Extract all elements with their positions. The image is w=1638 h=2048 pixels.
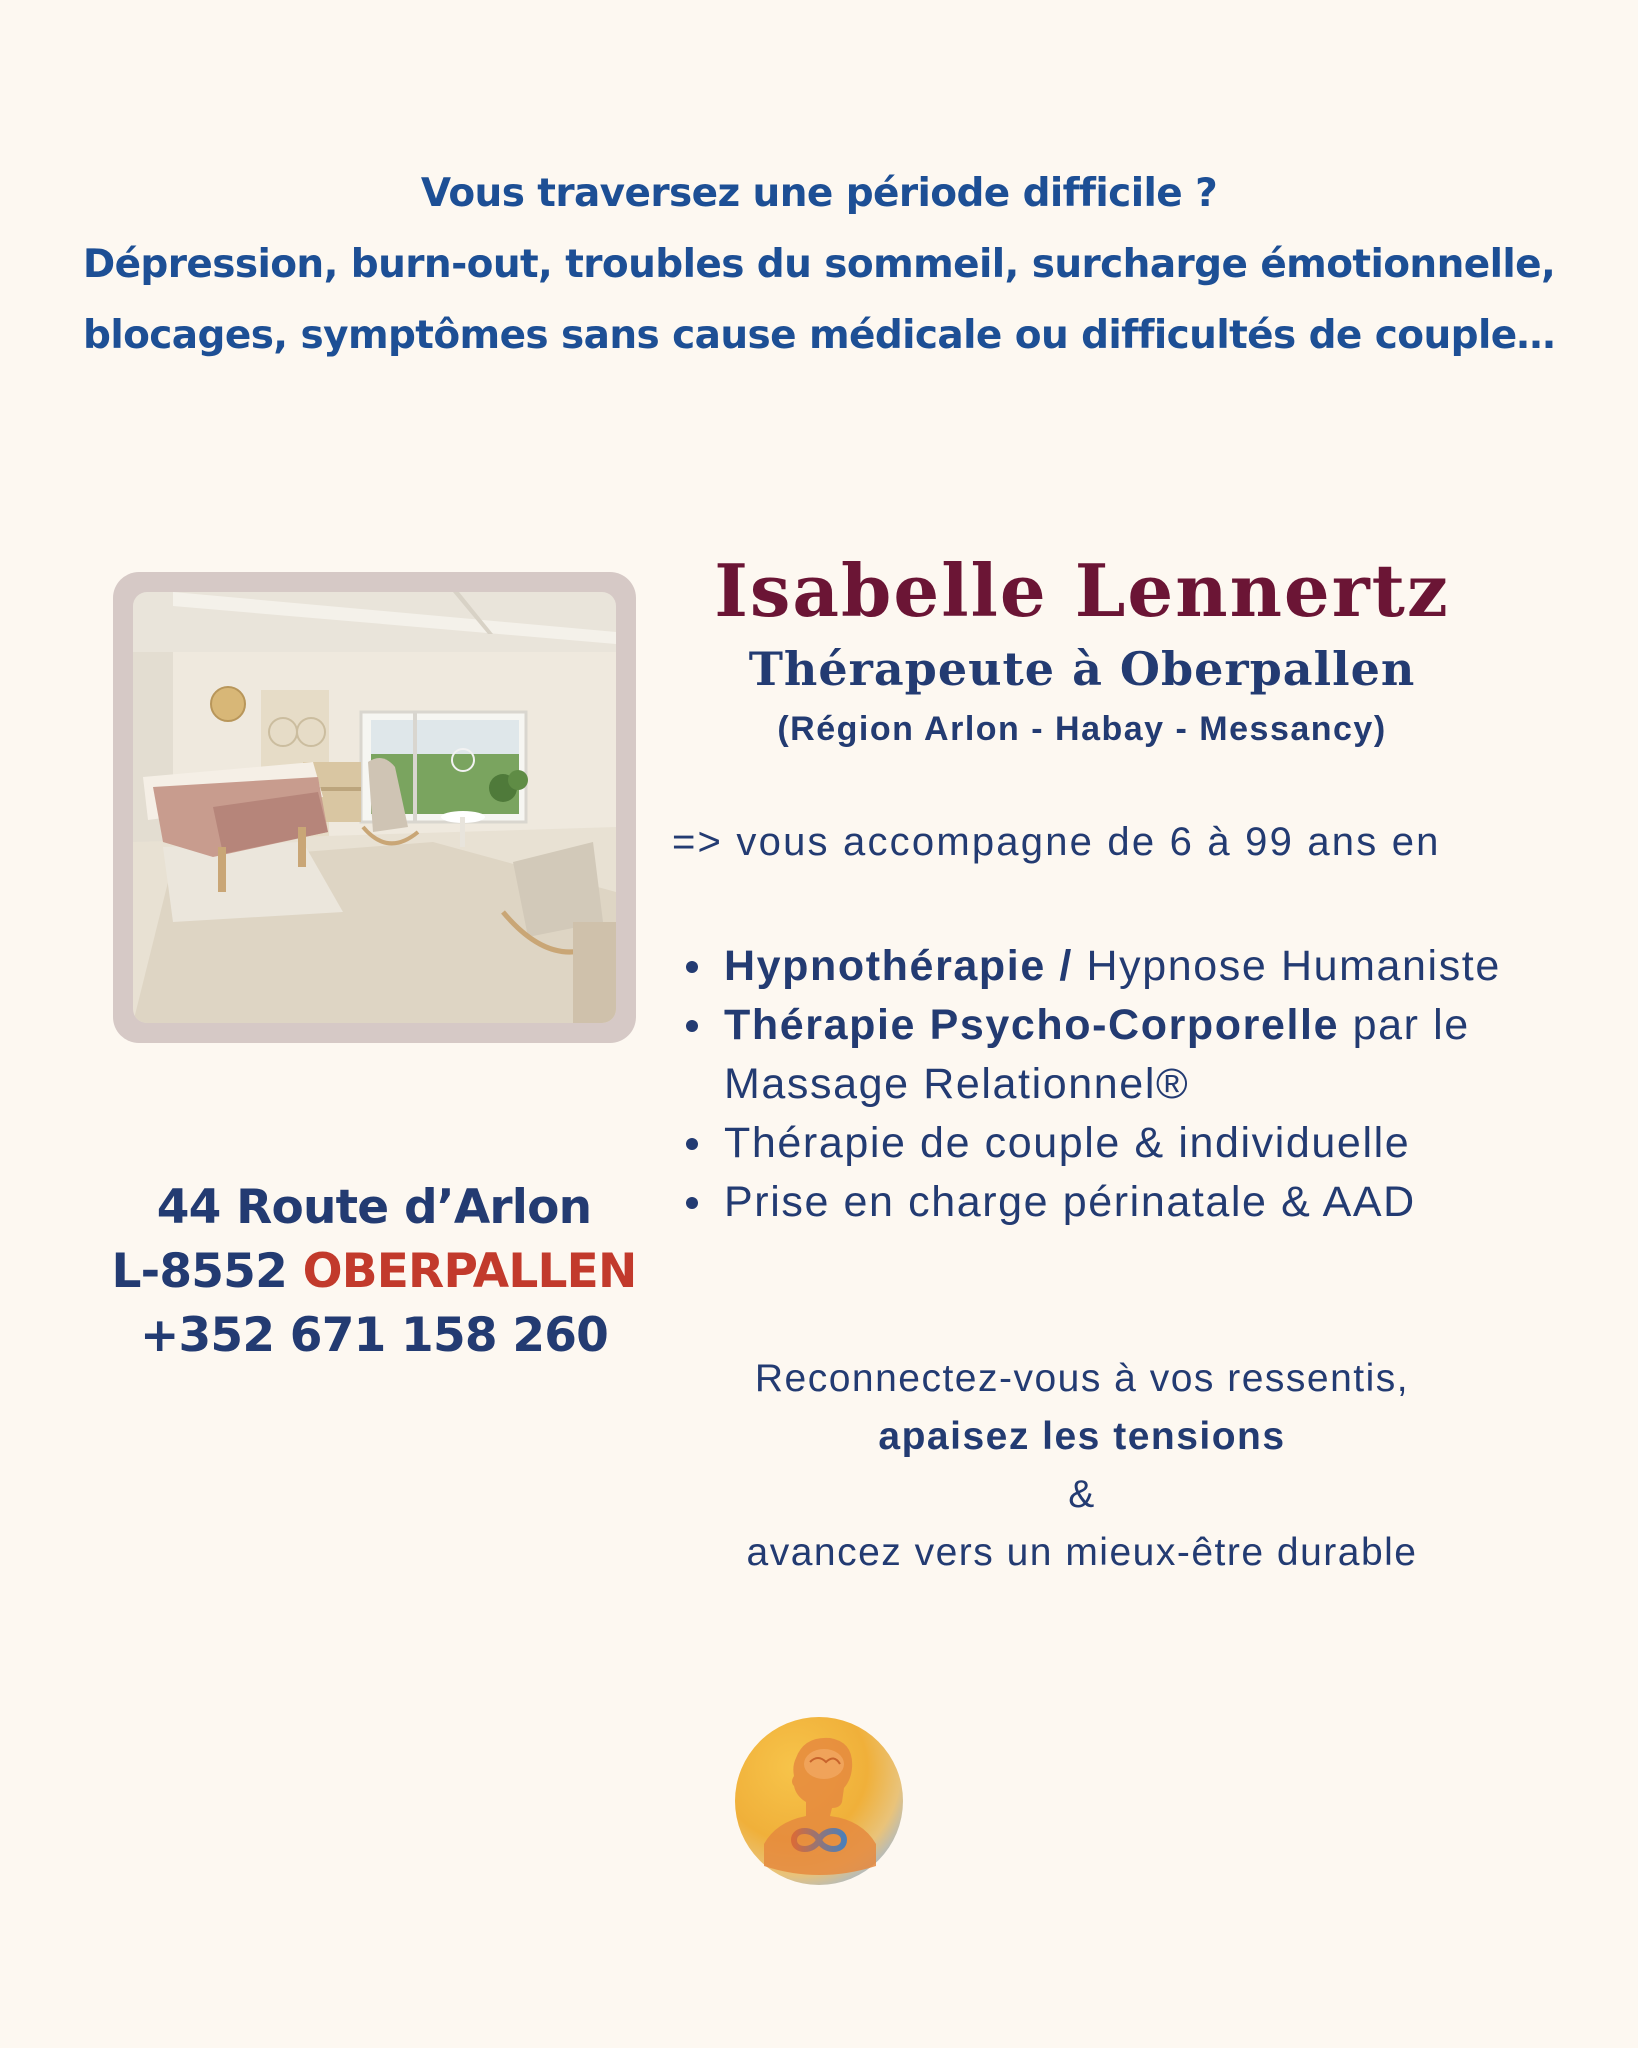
service-text: Prise en charge périnatale & AAD: [724, 1178, 1416, 1226]
address-city-line: [100, 1240, 648, 1304]
services-list: [686, 937, 1501, 1232]
service-bold: Thérapie Psycho-Corporelle: [724, 1001, 1340, 1049]
therapy-room-photo: [133, 592, 616, 1023]
closing-text: [690, 1350, 1474, 1582]
service-text: Thérapie de couple & individuelle: [724, 1119, 1411, 1167]
therapist-region: (Région Arlon - Habay - Messancy): [777, 710, 1387, 748]
closing-line-4: avancez vers un mieux-être durable: [746, 1531, 1418, 1574]
therapist-name: Isabelle Lennertz: [714, 548, 1450, 633]
service-item-perinatal: [686, 1173, 1501, 1232]
therapist-title: Thérapeute à Oberpallen: [748, 642, 1416, 696]
address-postcode: L-8552: [111, 1244, 287, 1299]
service-text: par le: [1339, 1001, 1470, 1049]
service-item-hypnotherapy: [686, 937, 1501, 996]
bullet-icon: [686, 1138, 698, 1150]
address-block: [100, 1176, 648, 1368]
service-item-psycho-corporal: [686, 996, 1501, 1055]
head-brain-infinity-logo: [734, 1716, 904, 1886]
phone-number[interactable]: +352 671 158 260: [139, 1308, 609, 1363]
intro-line-3: blocages, symptômes sans cause médicale ou difficultés de couple…: [83, 313, 1555, 358]
intro-text: [0, 158, 1638, 371]
accompaniment-text: => vous accompagne de 6 à 99 ans en: [672, 820, 1441, 864]
service-text: Massage Relationnel®: [724, 1060, 1190, 1108]
bullet-icon: [686, 1197, 698, 1209]
intro-line-1: Vous traversez une période difficile ?: [420, 171, 1218, 216]
address-city: OBERPALLEN: [302, 1244, 637, 1299]
service-bold: Hypnothérapie /: [724, 942, 1073, 990]
bullet-icon: [686, 1020, 698, 1032]
closing-line-1: Reconnectez-vous à vos ressentis,: [754, 1357, 1410, 1400]
therapy-room-photo-frame: [113, 572, 636, 1043]
address-street: 44 Route d’Arlon: [156, 1180, 592, 1235]
closing-line-3: &: [1068, 1473, 1096, 1516]
closing-line-2: apaisez les tensions: [878, 1415, 1286, 1458]
service-text: Hypnose Humaniste: [1072, 942, 1501, 990]
service-item-continuation: [686, 1055, 1501, 1114]
service-item-couple-therapy: [686, 1114, 1501, 1173]
bullet-icon: [686, 961, 698, 973]
intro-line-2: Dépression, burn-out, troubles du sommeil, surcharge émotionnelle,: [82, 242, 1556, 287]
